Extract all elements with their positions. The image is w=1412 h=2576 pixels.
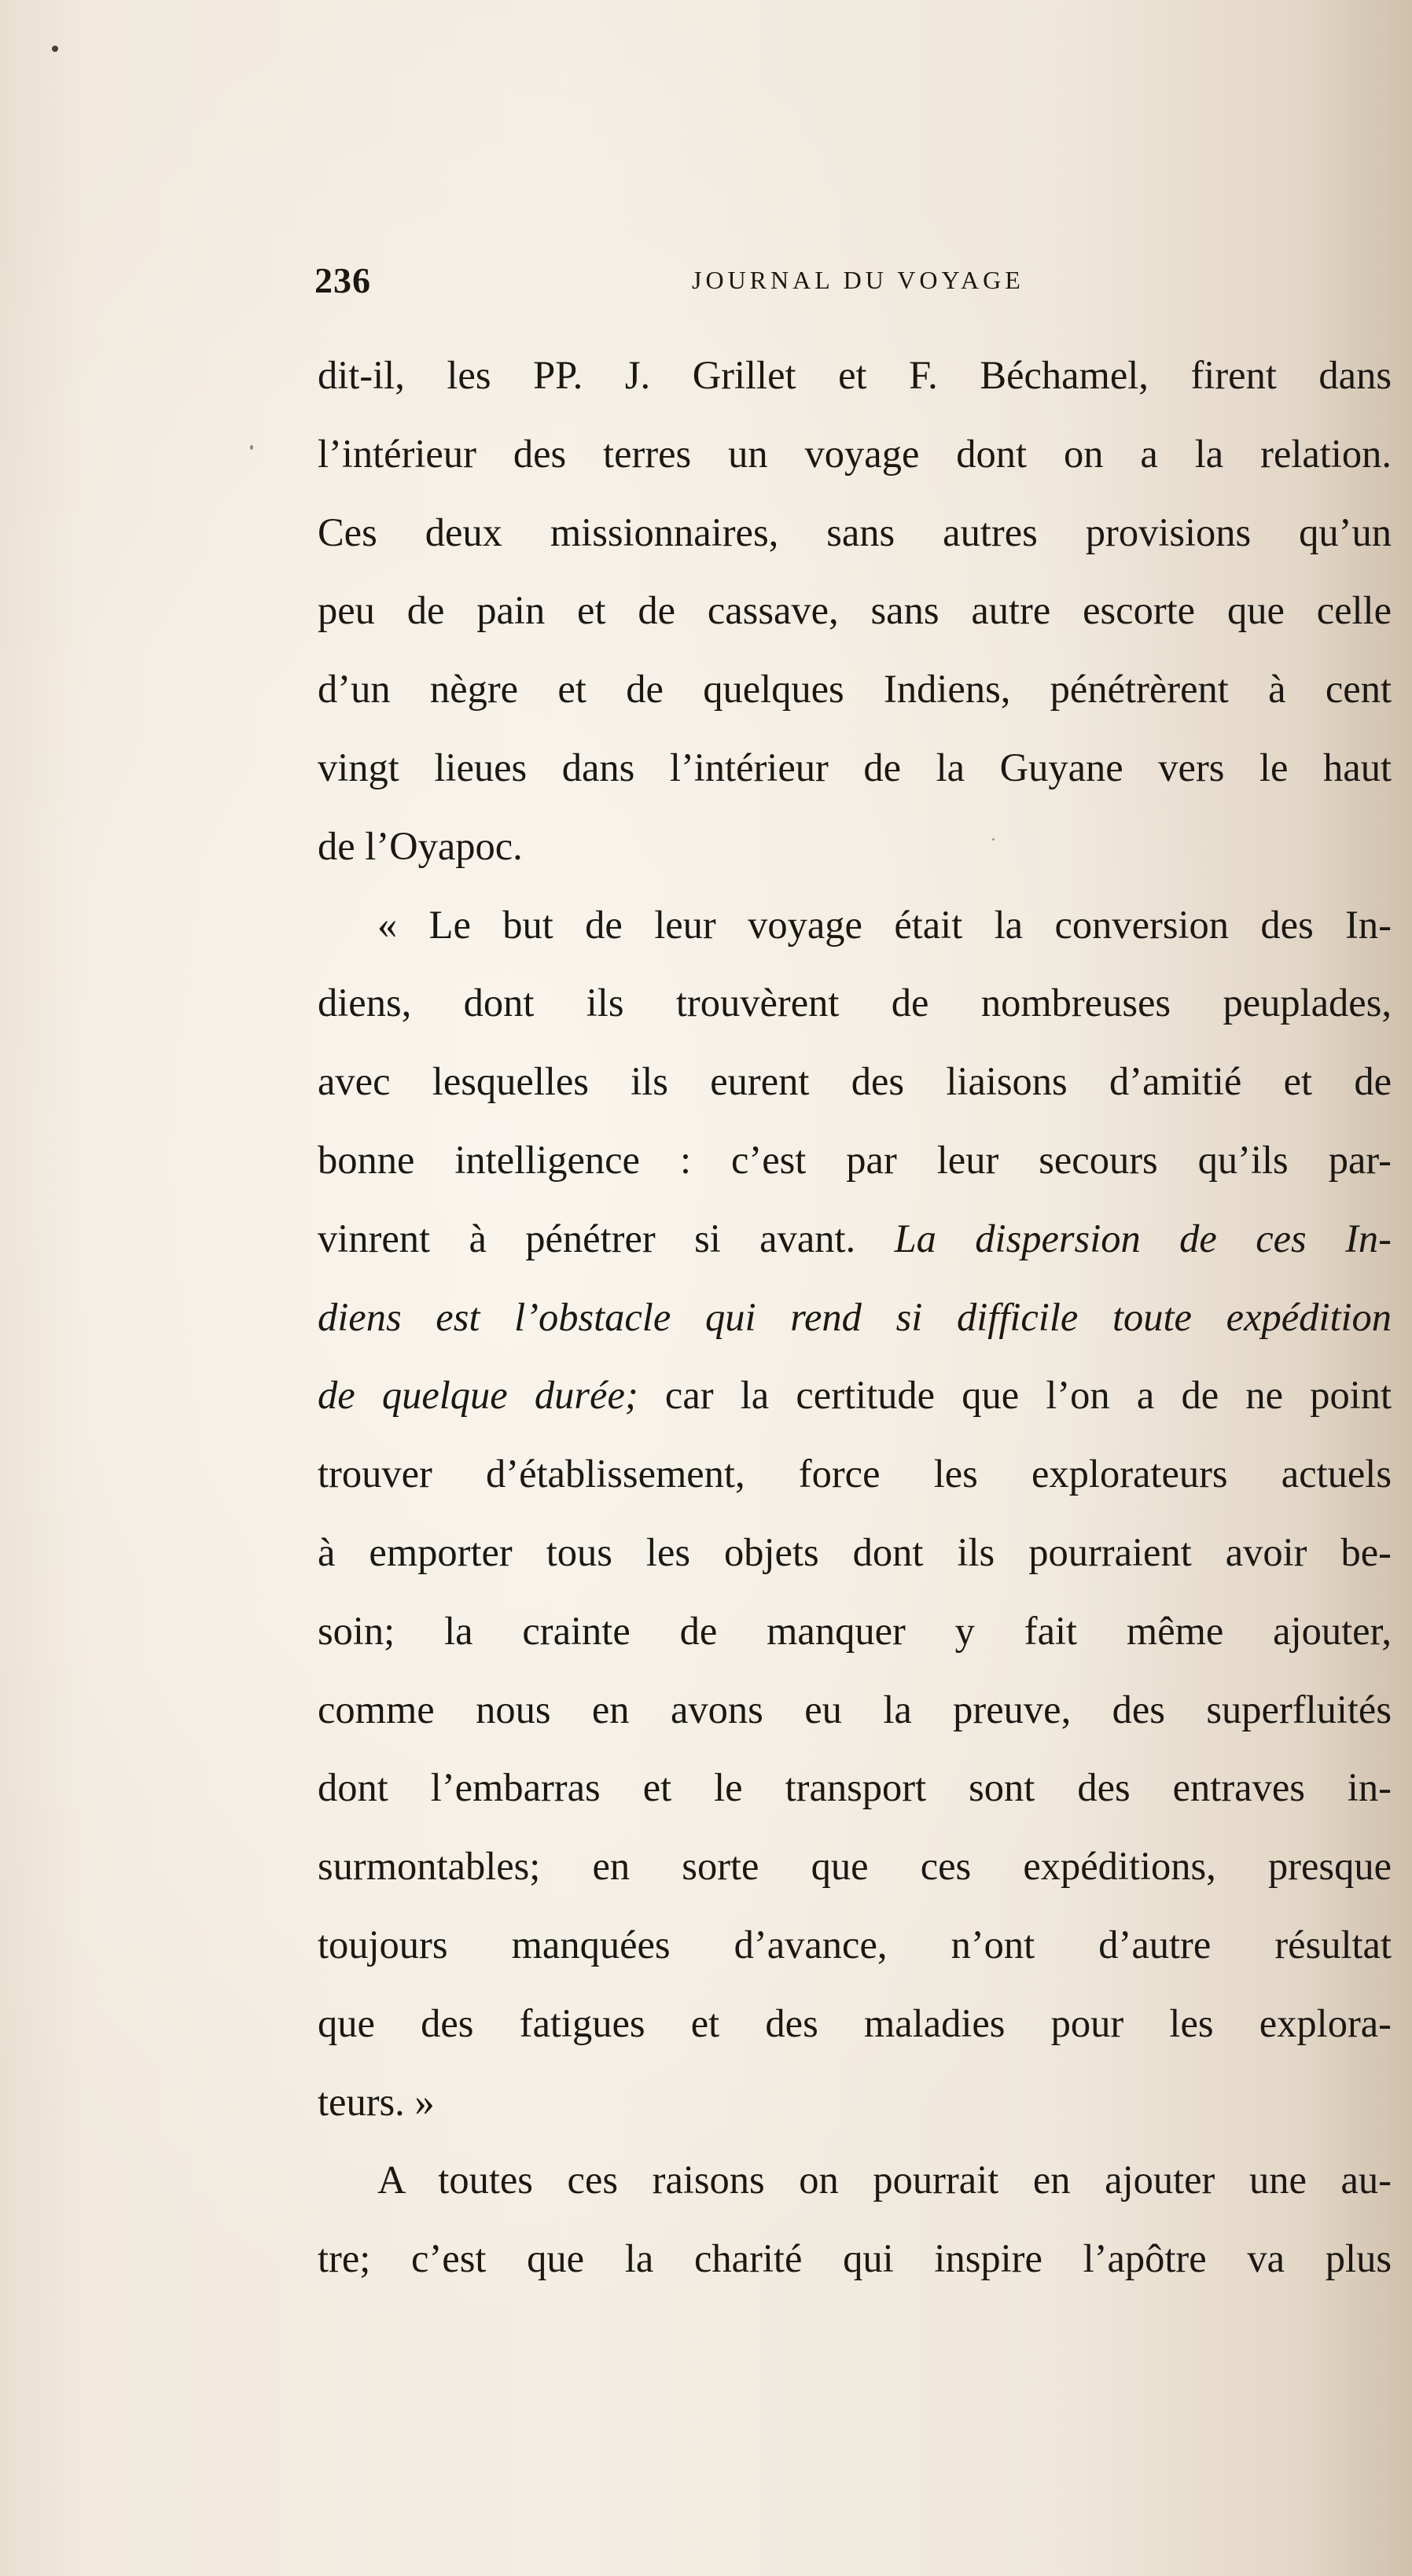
- text-line: avec lesquelles ils eurent des liaisons d’amitié et de: [318, 1059, 1392, 1104]
- text-line: à emporter tous les objets dont ils pourraient avoir be-: [318, 1529, 1392, 1574]
- text-line: peu de pain et de cassave, sans autre escorte que celle: [318, 588, 1392, 633]
- text-line: de quelque durée; car la certitude que l’on a de ne point: [318, 1373, 1392, 1418]
- page-header: [314, 259, 1412, 307]
- text-line: tre; c’est que la charité qui inspire l’apôtre va plus: [318, 2236, 1392, 2281]
- body-text: [318, 337, 1392, 2298]
- text-line: Ces deux missionnaires, sans autres provisions qu’un: [318, 510, 1392, 554]
- text-line: dit-il, les PP. J. Grillet et F. Béchamel, firent dans: [318, 353, 1392, 397]
- text-line: trouver d’établissement, force les explorateurs actuels: [318, 1452, 1392, 1496]
- text-line: comme nous en avons eu la preuve, des superfluités: [318, 1687, 1392, 1731]
- text-line: dont l’embarras et le transport sont des entraves in-: [318, 1765, 1392, 1810]
- italic-text: La dispersion de ces In-: [894, 1216, 1392, 1260]
- italic-text: de quelque durée;: [318, 1373, 638, 1418]
- text-line: [318, 1279, 1392, 1357]
- text-line: « Le but de leur voyage était la conversion des In-: [377, 902, 1392, 947]
- text-line: que des fatigues et des maladies pour les explora-: [318, 2000, 1392, 2045]
- running-title: JOURNAL DU VOYAGE: [692, 266, 1024, 294]
- text-line: vinrent à pénétrer si avant. La dispersion de ces In-: [318, 1216, 1392, 1260]
- ink-speck: [52, 46, 58, 52]
- text-line: l’intérieur des terres un voyage dont on a la relation.: [318, 431, 1392, 476]
- page-number: 236: [314, 260, 371, 300]
- text-line: teurs. »: [318, 2079, 435, 2124]
- text-line: de l’Oyapoc.: [318, 823, 523, 868]
- ink-speck: [250, 445, 253, 450]
- text-line: surmontables; en sorte que ces expéditions, presque: [318, 1844, 1392, 1889]
- text-line: soin; la crainte de manquer y fait même ajouter,: [318, 1608, 1392, 1653]
- text-line: vingt lieues dans l’intérieur de la Guyane vers le haut: [318, 745, 1392, 789]
- text-line: diens, dont ils trouvèrent de nombreuses peuplades,: [318, 981, 1392, 1025]
- text-line: A toutes ces raisons on pourrait en ajouter une au-: [377, 2158, 1392, 2202]
- italic-text: diens est l’obstacle qui rend si difficile toute expédition: [318, 1294, 1392, 1339]
- text-line: bonne intelligence : c’est par leur secours qu’ils par-: [318, 1137, 1392, 1182]
- text-line: d’un nègre et de quelques Indiens, pénétrèrent à cent: [318, 667, 1392, 712]
- text-line: toujours manquées d’avance, n’ont d’autre résultat: [318, 1922, 1392, 1967]
